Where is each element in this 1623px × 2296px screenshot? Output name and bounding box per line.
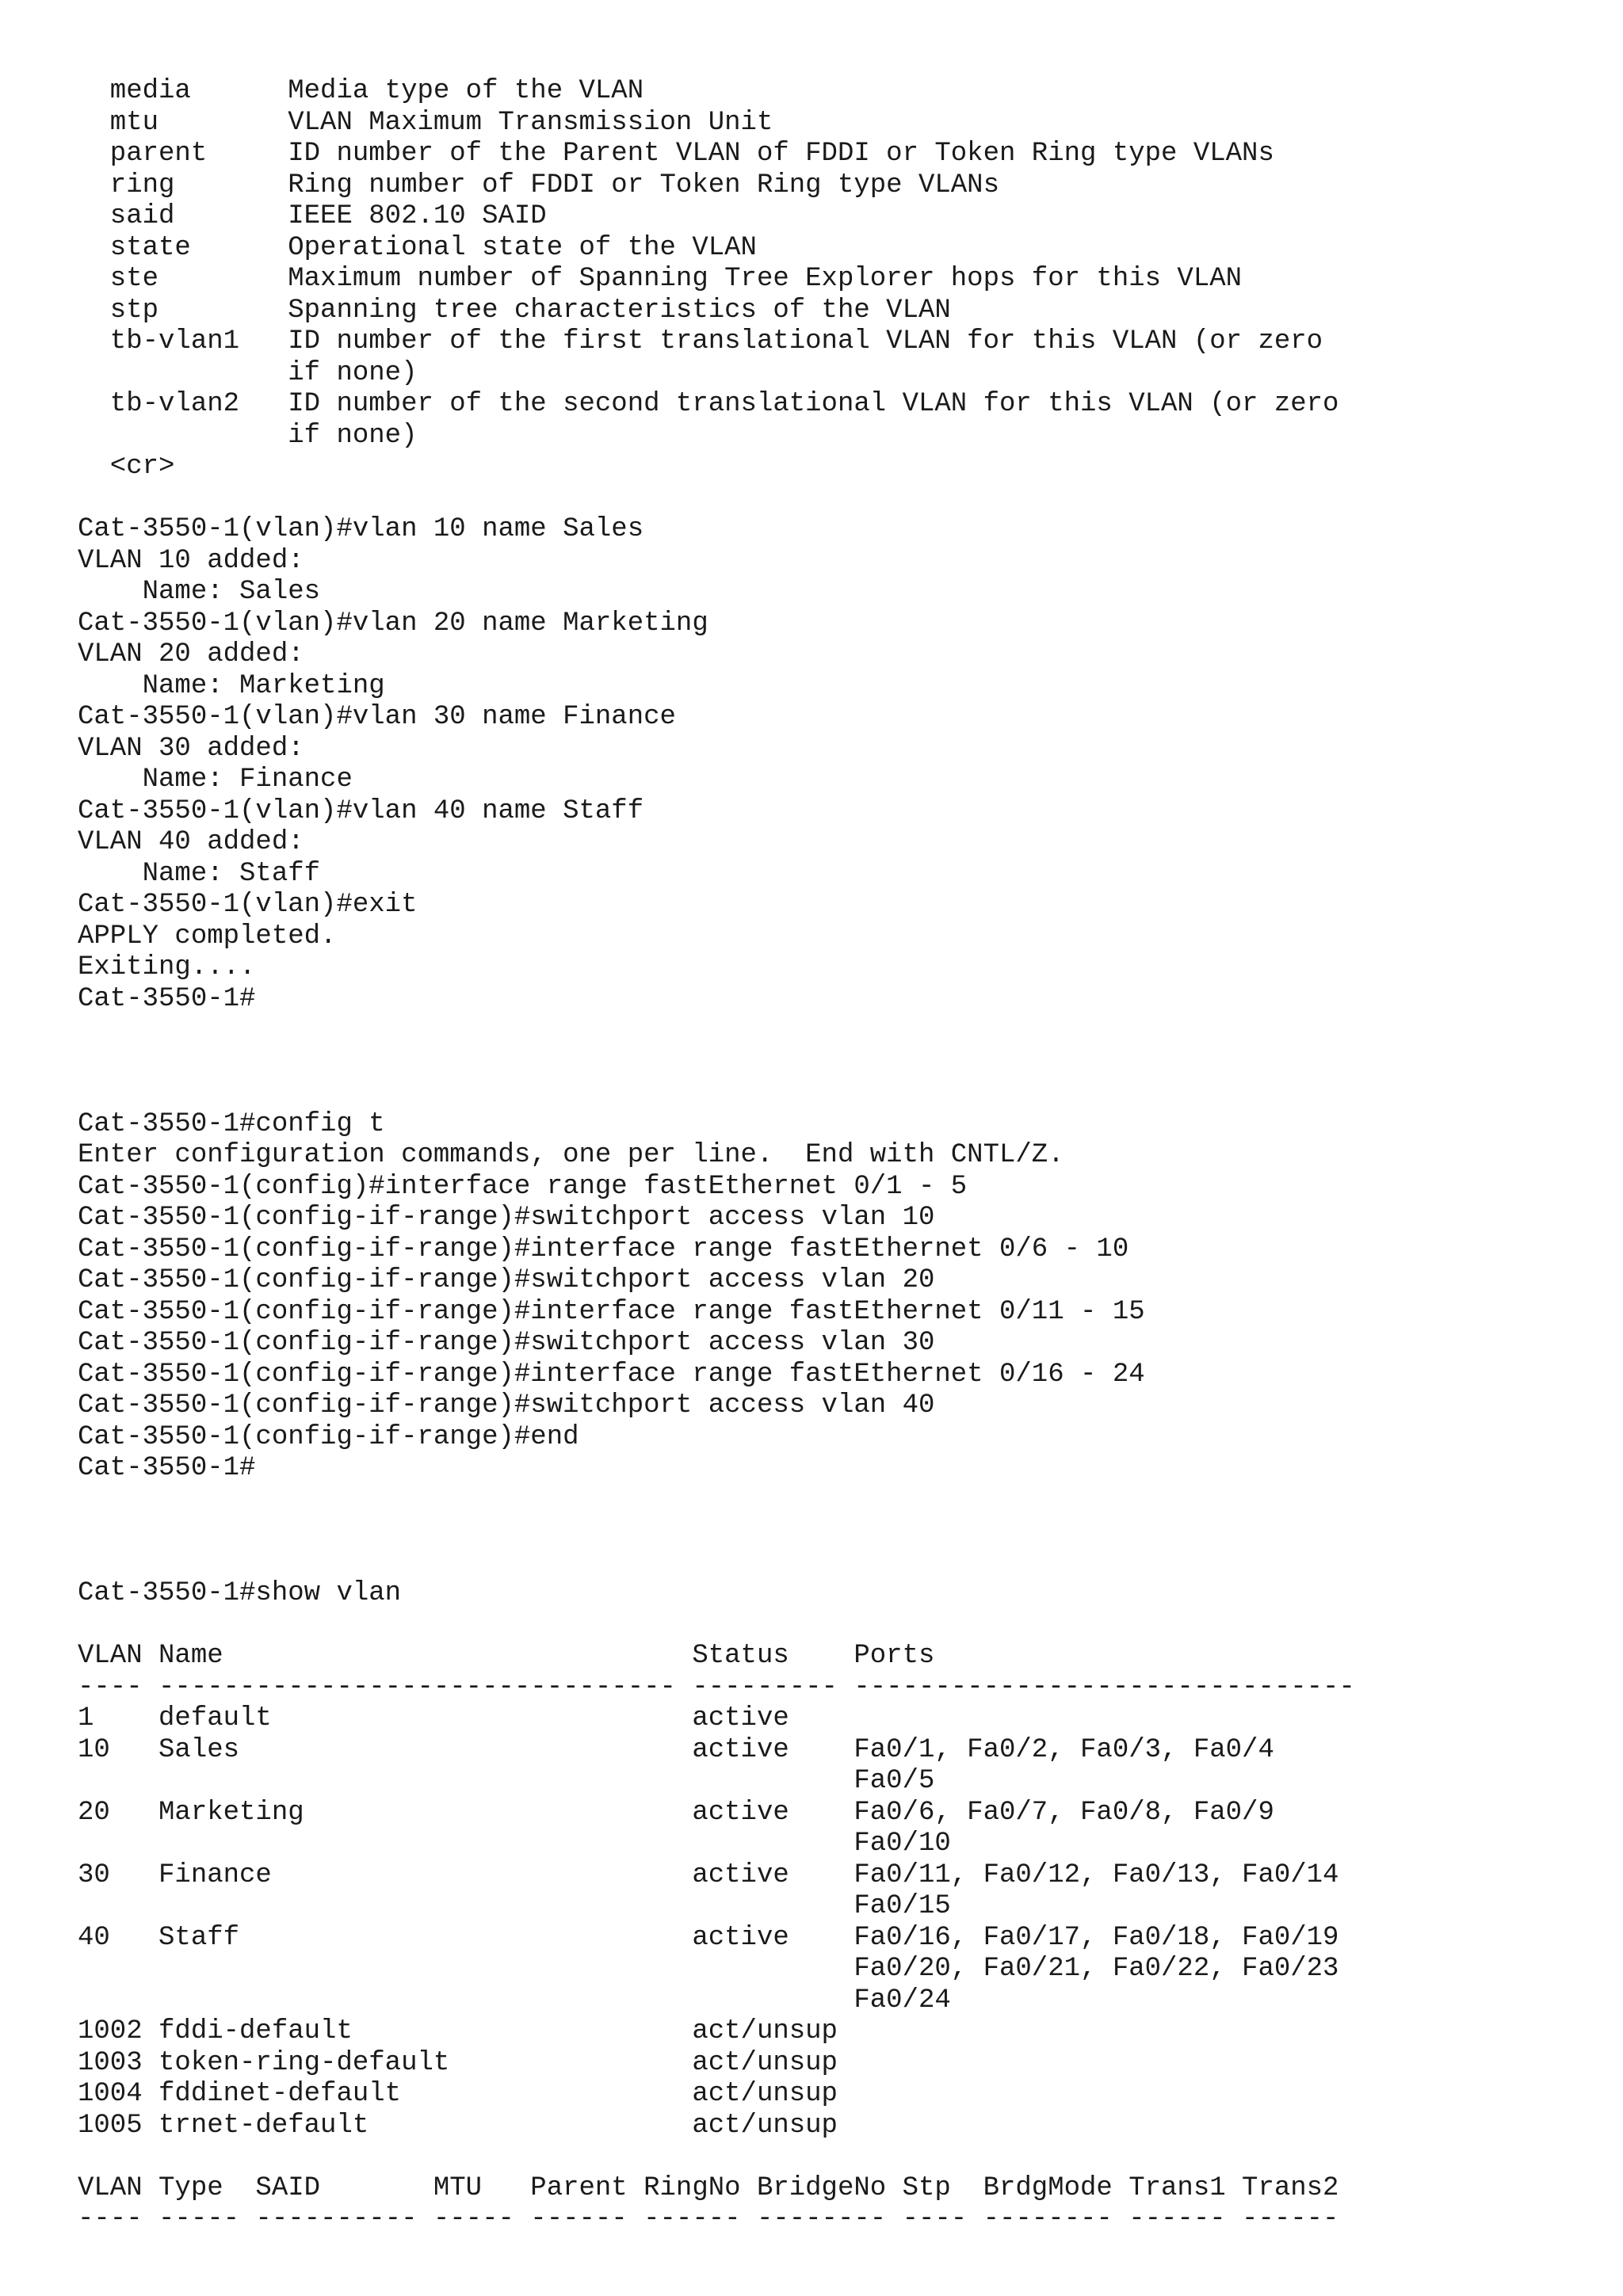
vlan-session-line: VLAN 20 added: — [78, 639, 304, 669]
show-vlan-command: Cat-3550-1#show vlan — [78, 1578, 402, 1608]
spacer — [78, 1485, 1583, 1579]
vlan-session-line: Name: Finance — [78, 765, 353, 795]
config-session-line: Cat-3550-1(config-if-range)#switchport access vlan 20 — [78, 1265, 935, 1295]
config-session-line: Cat-3550-1# — [78, 1453, 256, 1483]
config-session-line: Cat-3550-1(config-if-range)#switchport access vlan 40 — [78, 1390, 935, 1421]
config-session-line: Cat-3550-1(config)#interface range fastEthernet 0/1 - 5 — [78, 1171, 968, 1202]
help-line: mtu VLAN Maximum Transmission Unit — [78, 107, 773, 138]
help-line: parent ID number of the Parent VLAN of FDDI or Token Ring type VLANs — [78, 139, 1274, 169]
help-line: ring Ring number of FDDI or Token Ring type VLANs — [78, 170, 999, 200]
table-row-ports-continued: Fa0/5 — [78, 1766, 935, 1796]
spacer — [78, 1610, 1583, 1642]
help-line-continued: if none) — [78, 420, 418, 451]
vlan-session-line: APPLY completed. — [78, 921, 337, 952]
help-line: media Media type of the VLAN — [78, 76, 644, 106]
vlan-table-underline: ---- -------------------------------- --------- ------------------------------- — [78, 1672, 1355, 1703]
table-row: 10 Sales active Fa0/1, Fa0/2, Fa0/3, Fa0/4 — [78, 1734, 1274, 1765]
config-session-line: Cat-3550-1(config-if-range)#interface range fastEthernet 0/11 - 15 — [78, 1296, 1145, 1327]
spacer — [78, 1015, 1583, 1109]
config-session-line: Enter configuration commands, one per line. End with CNTL/Z. — [78, 1140, 1064, 1170]
table-row: 1 default active — [78, 1703, 789, 1733]
vlan-session-line: Cat-3550-1(vlan)#vlan 30 name Finance — [78, 702, 676, 732]
vlan-session-line: Cat-3550-1(vlan)#vlan 10 name Sales — [78, 514, 644, 544]
vlan-help-list — [78, 76, 1583, 483]
vlan-detail-header: VLAN Type SAID MTU Parent RingNo BridgeNo Stp BrdgMode Trans1 Trans2 — [78, 2172, 1339, 2203]
table-row: 20 Marketing active Fa0/6, Fa0/7, Fa0/8, Fa0/9 — [78, 1797, 1274, 1828]
config-session-line: Cat-3550-1(config-if-range)#switchport access vlan 30 — [78, 1328, 935, 1358]
vlan-session-line: Cat-3550-1(vlan)#vlan 20 name Marketing — [78, 608, 708, 639]
config-session-line: Cat-3550-1#config t — [78, 1108, 385, 1139]
vlan-session-line: Cat-3550-1(vlan)#vlan 40 name Staff — [78, 795, 644, 826]
help-line: stp Spanning tree characteristics of the VLAN — [78, 295, 951, 326]
help-line: ste Maximum number of Spanning Tree Explorer hops for this VLAN — [78, 264, 1243, 294]
config-session-line: Cat-3550-1(config-if-range)#switchport access vlan 10 — [78, 1203, 935, 1233]
vlan-session-line: Name: Staff — [78, 858, 321, 889]
config-session — [78, 1109, 1583, 1485]
vlan-detail-underline: ---- ----- ---------- ----- ------ ------ -------- ---- -------- ------ ------ — [78, 2204, 1339, 2234]
vlan-session-line: Exiting.... — [78, 952, 256, 982]
table-row: 1004 fddinet-default act/unsup — [78, 2079, 838, 2109]
help-line: tb-vlan1 ID number of the first translational VLAN for this VLAN (or zero — [78, 326, 1323, 357]
spacer — [78, 483, 1583, 515]
table-row: 1005 trnet-default act/unsup — [78, 2110, 838, 2141]
table-row: 1003 token-ring-default act/unsup — [78, 2047, 838, 2078]
table-row-ports-continued: Fa0/10 — [78, 1829, 951, 1859]
show-vlan-output — [78, 1578, 1583, 2236]
config-session-line: Cat-3550-1(config-if-range)#interface range fastEthernet 0/16 - 24 — [78, 1359, 1145, 1390]
vlan-database-session — [78, 514, 1583, 1015]
table-row-ports-continued: Fa0/20, Fa0/21, Fa0/22, Fa0/23 — [78, 1954, 1339, 1984]
table-row-ports-continued: Fa0/24 — [78, 1985, 951, 2016]
help-line: said IEEE 802.10 SAID — [78, 201, 547, 231]
config-session-line: Cat-3550-1(config-if-range)#interface range fastEthernet 0/6 - 10 — [78, 1234, 1129, 1264]
table-row: 40 Staff active Fa0/16, Fa0/17, Fa0/18, Fa0/19 — [78, 1922, 1339, 1953]
vlan-session-line: Cat-3550-1(vlan)#exit — [78, 890, 418, 920]
table-row: 1002 fddi-default act/unsup — [78, 2016, 838, 2046]
vlan-session-line: Name: Marketing — [78, 670, 385, 701]
vlan-session-line: VLAN 10 added: — [78, 545, 304, 576]
vlan-session-line: VLAN 30 added: — [78, 733, 304, 764]
help-line-continued: if none) — [78, 357, 418, 388]
spacer — [78, 2142, 1583, 2173]
config-session-line: Cat-3550-1(config-if-range)#end — [78, 1421, 579, 1452]
table-row: 30 Finance active Fa0/11, Fa0/12, Fa0/13, Fa0/14 — [78, 1859, 1339, 1890]
vlan-table-header: VLAN Name Status Ports — [78, 1641, 935, 1671]
vlan-session-line: Name: Sales — [78, 577, 321, 607]
help-line: <cr> — [78, 452, 288, 482]
terminal-document — [78, 76, 1583, 2236]
vlan-session-line: VLAN 40 added: — [78, 827, 304, 857]
vlan-session-line: Cat-3550-1# — [78, 983, 256, 1014]
help-line: state Operational state of the VLAN — [78, 232, 757, 263]
table-row-ports-continued: Fa0/15 — [78, 1891, 951, 1921]
help-line: tb-vlan2 ID number of the second translational VLAN for this VLAN (or zero — [78, 389, 1339, 419]
vlan-table — [78, 1641, 1583, 2142]
